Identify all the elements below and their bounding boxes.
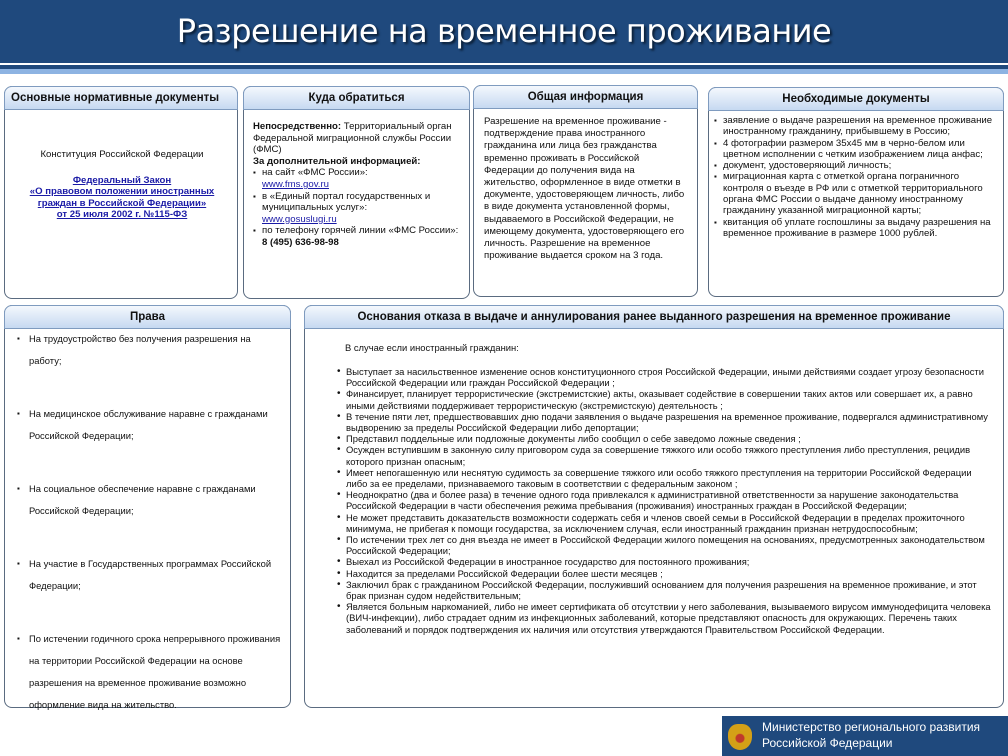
list-item: ▪ на сайт «ФМС России»: www.fms.gov.ru <box>253 167 463 190</box>
divider <box>0 69 1008 74</box>
ministry-country: Российской Федерации <box>762 736 893 750</box>
constitution-text: Конституция Российской Федерации <box>40 149 204 160</box>
panel-header: Права <box>4 305 291 329</box>
fms-link[interactable]: www.fms.gov.ru <box>262 178 329 190</box>
list-item: • Является больным наркоманией, либо не имеет сертификата об отсутствии у него заболевания, вызываемого вирусом иммунодефицита человека (ВИЧ-инфекции), либо страдает одним из инфекционных заболеваний, которые представляют опасность для окружающих. Перечень таких заболеваний и порядок подтверждения их наличия или отсутствия утверждаются Правительством Российской Федерации. <box>337 601 993 635</box>
list-item: • По истечении трех лет со дня въезда не имеет в Российской Федерации жилого помещения на основаниях, предусмотренных законодательством Российской Федерации; <box>337 534 993 556</box>
list-item: ▪ в «Единый портал государственных и муниципальных услуг»: www.gosuslugi.ru <box>253 191 463 226</box>
list-item: • Представил поддельные или подложные документы либо сообщил о себе заведомо ложные сведения ; <box>337 433 993 444</box>
list-item: • Осужден вступившим в законную силу приговором суда за совершение тяжкого или особо тяжкого преступления либо преступления, рецидив которого признан опасным; <box>337 444 993 466</box>
list-item: ▪ по телефону горячей линии «ФМС России»: 8 (495) 636-98-98 <box>253 225 463 248</box>
panel-header: Необходимые документы <box>708 87 1004 111</box>
list-item: ▪ миграционная карта с отметкой органа пограничного контроля о въезде в РФ или с отметкой территориального органа ФМС России о выдаче данному иностранному гражданину указанной миграционной карты; <box>714 171 997 216</box>
direct-label: Непосредственно: <box>253 121 342 132</box>
rights-panel <box>4 305 291 708</box>
gosuslugi-link[interactable]: www.gosuslugi.ru <box>262 213 337 225</box>
list-item: • Выехал из Российской Федерации в иностранное государство для постоянного проживания; <box>337 556 993 567</box>
required-docs-panel <box>708 87 1004 297</box>
panel-header: Основные нормативные документы <box>4 86 238 110</box>
list-item: ▪ На социальное обеспечение наравне с гражданами Российской Федерации; <box>17 478 284 522</box>
phone-number: 8 (495) 636-98-98 <box>262 236 339 248</box>
panel-header: Куда обратиться <box>243 86 470 110</box>
list-item: ▪ документ, удостоверяющий личность; <box>714 160 997 171</box>
refusal-grounds-panel <box>304 305 1004 708</box>
ministry-name: Министерство регионального развития <box>762 720 981 734</box>
where-to-apply-panel <box>243 86 470 299</box>
list-item: • Неоднократно (два и более раза) в течение одного года привлекался к административной ответственности за нарушение законодательства Российской Федерации в части обеспечения режима пребывания (проживания) иностранных граждан в Российской Федерации; <box>337 489 993 511</box>
list-item: • Выступает за насильственное изменение основ конституционного строя Российской Федерации, иными действиями создает угрозу безопасности Российской Федерации или граждан Российской Федерации ; <box>337 366 993 388</box>
list-item: • Заключил брак с гражданином Российской Федерации, послуживший основанием для получения разрешения на временное проживание, и этот брак признан судом недействительным; <box>337 579 993 601</box>
ministry-footer <box>722 716 1008 756</box>
more-info-label: За дополнительной информацией: <box>253 155 421 167</box>
law-link[interactable]: от 25 июля 2002 г. №115-ФЗ <box>56 209 188 221</box>
law-link[interactable]: Федеральный Закон <box>72 174 172 186</box>
list-item: ▪ 4 фотографии размером 35х45 мм в черно-белом или цветном исполнении с четким изображением лица анфас; <box>714 138 997 161</box>
list-item: ▪ На участие в Государственных программах Российской Федерации; <box>17 553 284 597</box>
coat-of-arms-icon <box>728 724 752 750</box>
list-item: ▪ квитанция об уплате госпошлины за выдачу разрешения на временное проживание в размере 1000 рублей. <box>714 217 997 240</box>
list-item: • В течение пяти лет, предшествовавших дню подачи заявления о выдаче разрешения на временное проживание, подвергался административному выдворению за пределы Российской Федерации либо депортации; <box>337 411 993 433</box>
list-item: ▪ заявление о выдаче разрешения на временное проживание иностранному гражданину, прибывшему в Россию; <box>714 115 997 138</box>
list-item: ▪ На трудоустройство без получения разрешения на работу; <box>17 328 284 372</box>
list-item: ▪ По истечении годичного срока непрерывного проживания на территории Российской Федерации на основе разрешения на временное проживание возможно оформление вида на жительство. <box>17 628 284 716</box>
page-title: Разрешение на временное проживание <box>176 12 832 50</box>
list-item: • Имеет непогашенную или неснятую судимость за совершение тяжкого или особо тяжкого преступления на территории Российской Федерации либо за ее пределами, признаваемого таковым в соответствии с федеральным законом ; <box>337 467 993 489</box>
panel-header: Общая информация <box>473 85 698 109</box>
panel-header: Основания отказа в выдаче и аннулирования ранее выданного разрешения на временное проживание <box>304 305 1004 329</box>
general-info-panel <box>473 85 698 297</box>
direct-text: Территориальный орган Федеральной миграционной службы России (ФМС) <box>253 121 452 156</box>
list-item: ▪ На медицинское обслуживание наравне с гражданами Российской Федерации; <box>17 403 284 447</box>
law-link[interactable]: «О правовом положении иностранных <box>29 186 215 198</box>
normative-docs-panel <box>4 86 238 299</box>
list-item: • Находится за пределами Российской Федерации более шести месяцев ; <box>337 568 993 579</box>
refusal-intro: В случае если иностранный гражданин: <box>345 342 519 353</box>
law-link[interactable]: граждан в Российской Федерации» <box>37 197 207 209</box>
list-item: • Финансирует, планирует террористические (экстремистские) акты, оказывает содействие в совершении таких актов или совершает их, а равно иными действиями поддерживает террористическую (экстремистскую) деятельность ; <box>337 388 993 410</box>
list-item: • Не может представить доказательств возможности содержать себя и членов своей семьи в Российской Федерации в пределах прожиточного минимума, не прибегая к помощи государства, за исключением случая, если иностранный гражданин признан нетрудоспособным; <box>337 512 993 534</box>
general-info-text: Разрешение на временное проживание - подтверждение права иностранного гражданина или лица без гражданства временно проживать в Российской Федерации до получения вида на жительство, оформленное в виде отметки в документе, удостоверяющем личность, либо в виде документа установленной формы, выдаваемого в Российской Федерации, не имеющему документа, удостоверяющего его личность. Разрешение на временное проживание выдается сроком на 3 года. <box>484 116 685 262</box>
